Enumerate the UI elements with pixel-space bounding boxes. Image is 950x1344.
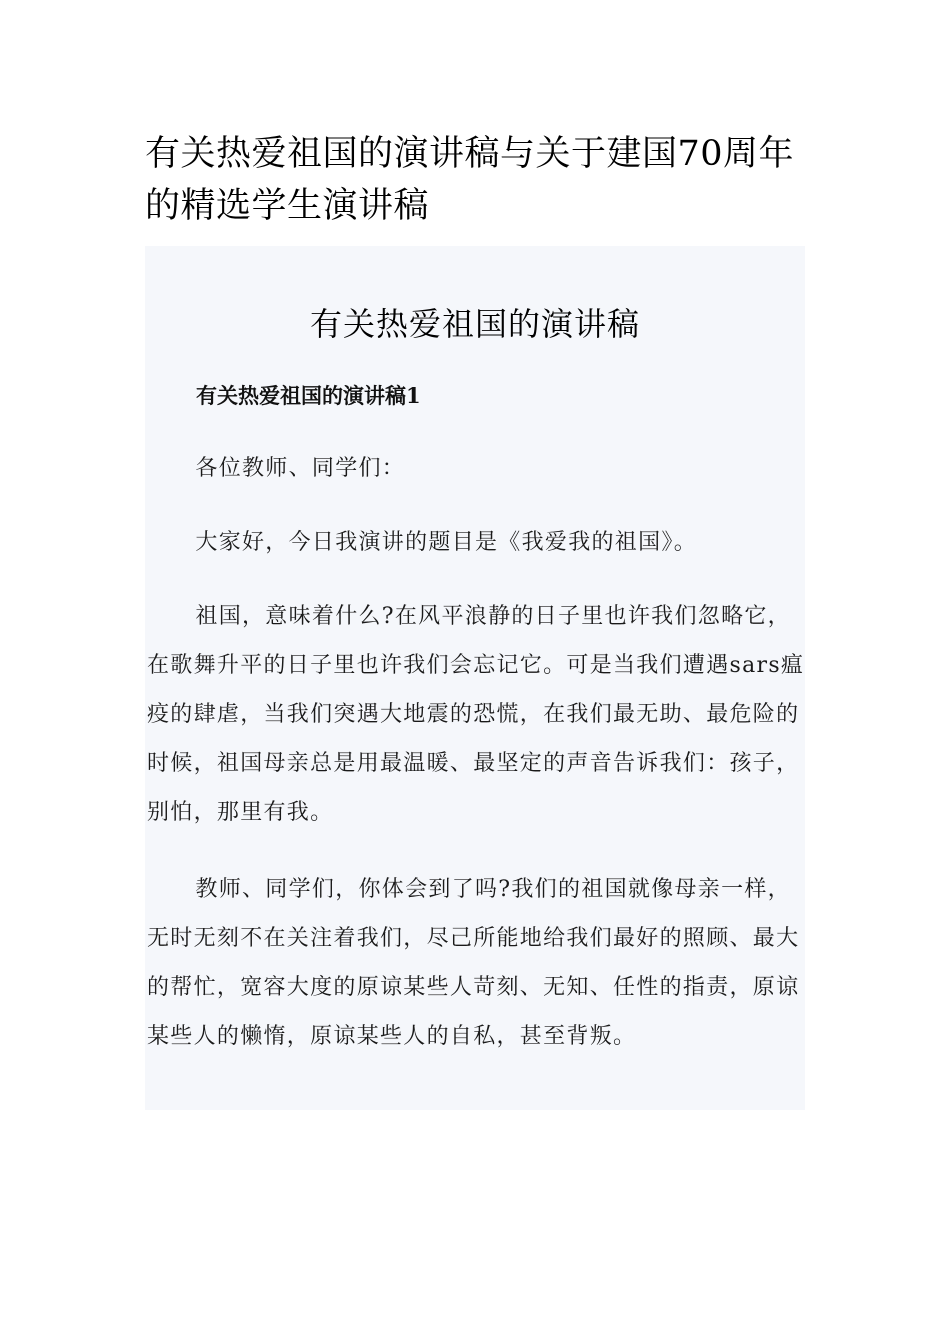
section-heading: 有关热爱祖国的演讲稿 — [309, 305, 640, 343]
speech-subheading: 有关热爱祖国的演讲稿1 — [196, 383, 421, 408]
document-title: 有关热爱祖国的演讲稿与关于建国70周年的精选学生演讲稿 — [145, 134, 795, 226]
paragraph-intro: 大家好，今日我演讲的题目是《我爱我的祖国》。 — [195, 530, 697, 555]
paragraph-body: 祖国，意味着什么?在风平浪静的日子里也许我们忽略它，在歌舞升平的日子里也许我们会忘记它。可是当我们遭遇sars瘟疫的肆虐，当我们突遇大地震的恐慌，在我们最无助、最危险的时候，祖国母亲总是用最温暖、最坚定的声音告诉我们：孩子，别怕，那里有我。 — [147, 604, 805, 825]
paragraph-greeting: 各位教师、同学们： — [195, 456, 406, 481]
paragraph-body: 教师、同学们，你体会到了吗?我们的祖国就像母亲一样，无时无刻不在关注着我们，尽己所能地给我们最好的照顾、最大的帮忙，宽容大度的原谅某些人苛刻、无知、任性的指责，原谅某些人的懒惰，原谅某些人的自私，甚至背叛。 — [147, 877, 800, 1049]
